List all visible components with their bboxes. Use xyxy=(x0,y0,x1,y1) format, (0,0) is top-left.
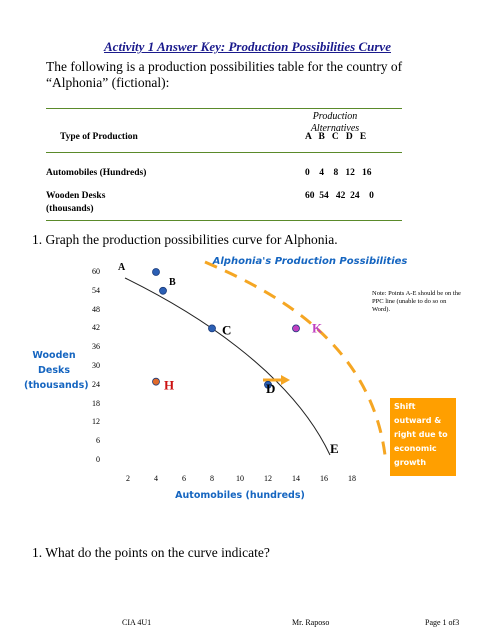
y-tick-label: 48 xyxy=(92,304,100,314)
point-b xyxy=(160,287,167,294)
type-label: Type of Production xyxy=(60,132,138,142)
x-tick-label: 8 xyxy=(210,474,214,483)
ppc-curve xyxy=(125,278,330,455)
point-label-d: D xyxy=(266,380,276,396)
y-label-line-3: (thousands) xyxy=(24,380,89,391)
footer-teacher: Mr. Raposo xyxy=(292,618,330,627)
intro-text: The following is a production possibilities table for the country of “Alphonia” (fictional): xyxy=(46,59,403,90)
x-tick-label: 4 xyxy=(154,474,158,483)
header-line-2: Alternatives xyxy=(310,123,360,134)
question-2: 1. What do the points on the curve indicate? xyxy=(32,545,270,560)
y-tick-label: 36 xyxy=(92,342,100,352)
chart-title: Alphonia's Production Possibilities xyxy=(212,256,408,267)
y-tick-label: 60 xyxy=(92,267,100,276)
x-tick-label: 10 xyxy=(236,474,244,483)
y-tick-label: 0 xyxy=(96,455,100,464)
y-tick-label: 6 xyxy=(96,436,100,446)
row-values-autos: 0 4 8 12 16 xyxy=(305,168,372,178)
y-tick-label: 18 xyxy=(92,398,100,408)
y-label-line-1: Wooden xyxy=(32,350,76,361)
point-c xyxy=(209,325,216,332)
x-tick-label: 12 xyxy=(264,474,272,483)
point-label-c: C xyxy=(222,322,232,338)
header-line-1: Production xyxy=(312,111,358,122)
row-values-desks: 60 54 42 24 0 xyxy=(305,191,374,201)
y-tick-label: 42 xyxy=(92,323,100,333)
point-k xyxy=(293,325,300,332)
ppc-note: Note: Points A-E should be on the PPC line (unable to do so on Word). xyxy=(372,290,461,313)
shifted-ppc-curve xyxy=(205,262,385,455)
point-label-h: H xyxy=(164,377,175,393)
alternative-letters: A B C D E xyxy=(305,132,367,142)
x-axis-label: Automobiles (hundreds) xyxy=(175,490,305,501)
x-tick-label: 6 xyxy=(182,474,186,483)
x-tick-label: 16 xyxy=(320,474,328,483)
x-tick-label: 18 xyxy=(348,474,356,483)
row-label-desks: Wooden Desks xyxy=(46,191,106,201)
footer-course: CIA 4U1 xyxy=(122,618,152,627)
point-a xyxy=(153,269,160,276)
y-tick-label: 12 xyxy=(92,417,100,427)
question-1: 1. Graph the production possibilities curve for Alphonia. xyxy=(32,232,338,247)
x-tick-label: 14 xyxy=(292,474,300,483)
row-label-autos: Automobiles (Hundreds) xyxy=(46,168,147,178)
point-label-b: B xyxy=(169,276,176,288)
y-tick-label: 54 xyxy=(92,285,100,295)
page-title: Activity 1 Answer Key: Production Possibilities Curve xyxy=(104,39,391,54)
x-tick-label: 2 xyxy=(126,474,130,483)
point-h xyxy=(153,378,160,385)
point-label-a: A xyxy=(118,262,126,273)
y-tick-label: 30 xyxy=(92,361,100,370)
y-label-line-2: Desks xyxy=(38,365,70,376)
point-label-k: K xyxy=(312,320,323,336)
point-label-e: E xyxy=(330,441,339,456)
row-label-desks-unit: (thousands) xyxy=(46,204,94,214)
shift-explanation-box: Shift outward & right due to economic growth xyxy=(390,398,456,476)
footer-page: Page 1 of3 xyxy=(425,618,460,627)
y-tick-label: 24 xyxy=(92,379,100,389)
